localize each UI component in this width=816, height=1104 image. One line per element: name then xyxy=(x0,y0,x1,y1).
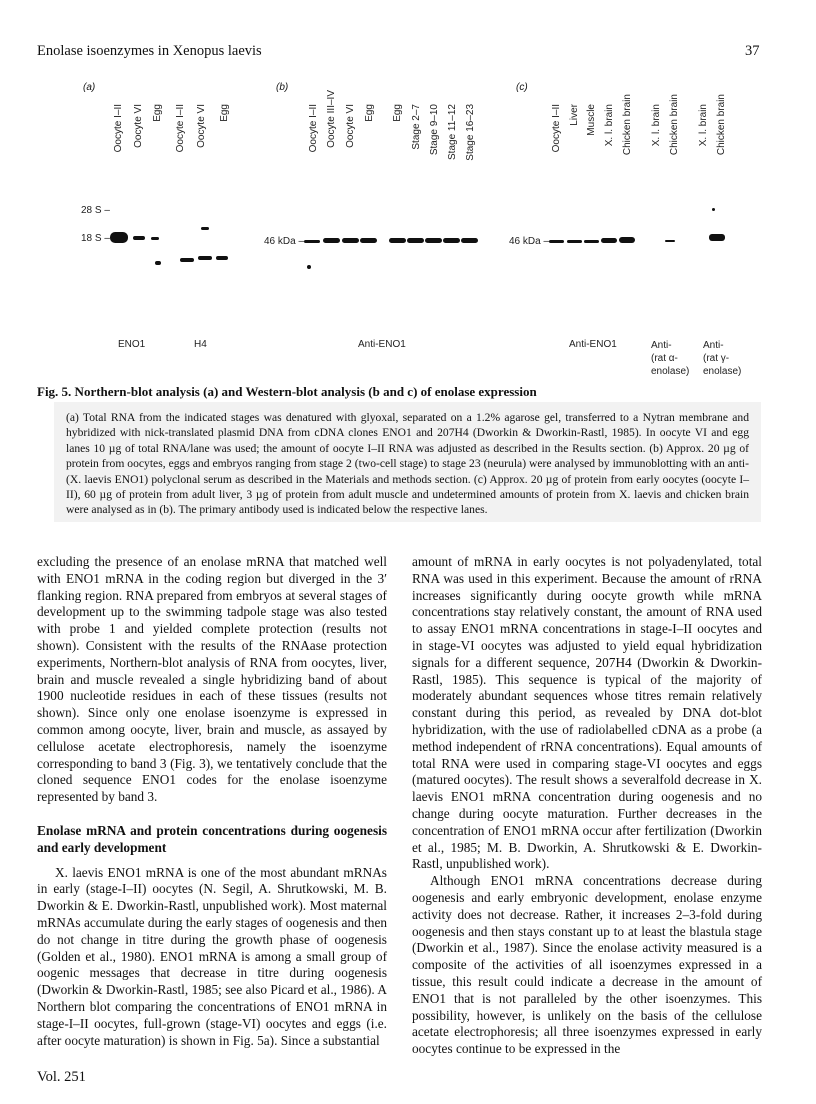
figure-caption-title: Fig. 5. Northern-blot analysis (a) and Western-blot analysis (b and c) of enolase expression xyxy=(37,384,537,399)
band xyxy=(601,238,617,243)
antibody-line: Anti- xyxy=(651,340,672,351)
lane-label: Chicken brain xyxy=(622,94,633,156)
antibody-line: enolase) xyxy=(703,366,742,377)
band xyxy=(304,240,320,243)
lane-label: X. l. brain xyxy=(698,104,709,147)
right-column xyxy=(412,554,762,1058)
band xyxy=(151,237,159,240)
paragraph: Although ENO1 mRNA concentrations decrease during oogenesis and early embryonic development, enolase enzyme activity does not decrease. Rather, it increases 2–3-fold during oogenesis and then stays constant up to at least the blastula stage (Dworkin et al., 1987). Since the enolase activity measured is a composite of the activities of all isoenzymes expressed in a tissue, this result could indicate a decrease in the amount of ENO1 that is not paralleled by the other isoenzymes. This possibility, however, is unlikely on the basis of the cellulose acetate electrophoresis; all three isoenzymes expressed in early oocytes continue to be expressed in the xyxy=(412,873,762,1057)
band xyxy=(665,240,675,242)
band xyxy=(323,238,340,243)
band xyxy=(307,265,311,269)
lane-label: Liver xyxy=(569,104,580,126)
lane-label: Oocyte III–IV xyxy=(326,90,337,148)
band xyxy=(198,256,212,260)
band xyxy=(443,238,460,243)
band xyxy=(342,238,359,243)
antibody-line: Anti- xyxy=(703,340,724,351)
lane-label: Stage 11–12 xyxy=(447,104,458,160)
antibody-line: (rat γ- xyxy=(703,353,730,364)
band xyxy=(425,238,442,243)
lane-label: Stage 9–10 xyxy=(429,104,440,156)
band xyxy=(216,256,228,260)
band xyxy=(389,238,406,243)
band xyxy=(461,238,478,243)
marker-46kda: 46 kDa – xyxy=(264,236,305,247)
running-header: Enolase isoenzymes in Xenopus laevis xyxy=(37,43,262,59)
lane-label: Oocyte VI xyxy=(345,104,356,148)
lane-label: Oocyte I–II xyxy=(175,104,186,153)
lane-label: Oocyte VI xyxy=(196,104,207,148)
antibody-label-c: Anti-ENO1 xyxy=(569,339,617,350)
band xyxy=(407,238,424,243)
band xyxy=(180,258,194,262)
band xyxy=(584,240,599,243)
band xyxy=(549,240,564,243)
band xyxy=(619,237,635,243)
antibody-line: (rat α- xyxy=(651,353,678,364)
figure-legend xyxy=(54,402,761,522)
antibody-label-rat-gamma xyxy=(703,339,741,378)
probe-label-h4: H4 xyxy=(194,339,207,350)
band xyxy=(709,234,725,241)
lane-label: Egg xyxy=(364,104,375,122)
lane-label: Oocyte I–II xyxy=(113,104,124,153)
marker-28s: 28 S – xyxy=(81,205,110,216)
left-column xyxy=(37,554,387,1049)
lane-label: Chicken brain xyxy=(669,94,680,156)
paragraph: excluding the presence of an enolase mRNA that matched well with ENO1 mRNA in the coding region but diverged in the 3′ flanking region. RNA prepared from embryos at several stages of development up to the swimming tadpole stage was also tested with probe 1 and yielded complete protection (results not shown). Consistent with the results of the RNAase protection experiments, Northern-blot analysis of RNA from oocytes, liver, brain and muscle revealed a single hybridizing band of about 1900 nucleotide residues in each of these tissues (results not shown). Since only one enolase isoenzyme is expressed in common among oocyte, liver, brain and muscle, as assayed by cellulose acetate electrophoresis, namely the isoenzyme corresponding to band 3 (Fig. 3), we tentatively conclude that the cloned sequence ENO1 codes for the enolase isoenzyme represented by band 3. xyxy=(37,554,387,805)
panel-a-label: (a) xyxy=(83,82,96,93)
antibody-line: enolase) xyxy=(651,366,690,377)
paragraph: X. laevis ENO1 mRNA is one of the most abundant mRNAs in early (stage-I–II) oocytes (N. Segil, A. Shrutkowski, M. B. Dworkin & E. Dworkin-Rastl, unpublished work). Most maternal mRNAs accumulate during the early stages of oogenesis and then do not change in titre during the growth phase of oogenesis (Golden et al., 1980). ENO1 mRNA is among a small group of oogenic messages that decrease in titre during oogenesis (Dworkin & Dworkin-Rastl, 1985; see also Picard et al., 1986). A Northern blot comparing the concentrations of ENO1 mRNA in stage-I–II oocytes, full-grown (stage-VI) oocytes and eggs (i.e. after oocyte maturation) is shown in Fig. 5a). Since a substantial xyxy=(37,864,387,1048)
band xyxy=(133,236,145,240)
panel-b-label: (b) xyxy=(276,82,289,93)
antibody-label-rat-alpha xyxy=(651,339,689,378)
marker-18s: 18 S – xyxy=(81,233,110,244)
band xyxy=(712,208,715,211)
band xyxy=(567,240,582,243)
marker-46kda: 46 kDa – xyxy=(509,236,550,247)
page-number: 37 xyxy=(745,43,760,59)
lane-label: Oocyte I–II xyxy=(551,104,562,153)
lane-label: Oocyte I–II xyxy=(308,104,319,153)
lane-label: Egg xyxy=(392,104,403,122)
lane-label: Stage 16–23 xyxy=(465,104,476,161)
lane-label: X. l. brain xyxy=(604,104,615,147)
lane-label: Chicken brain xyxy=(716,94,727,156)
band xyxy=(201,227,209,230)
lane-label: Oocyte VI xyxy=(133,104,144,148)
volume-footer: Vol. 251 xyxy=(37,1069,86,1085)
band xyxy=(155,261,161,265)
lane-label: X. l. brain xyxy=(651,104,662,147)
probe-label-eno1: ENO1 xyxy=(118,339,146,350)
lane-label: Muscle xyxy=(586,104,597,136)
lane-label: Stage 2–7 xyxy=(411,104,422,150)
band xyxy=(110,232,128,243)
band xyxy=(360,238,377,243)
section-heading: Enolase mRNA and protein concentrations during oogenesis and early development xyxy=(37,822,387,855)
antibody-label-b: Anti-ENO1 xyxy=(358,339,406,350)
panel-c-label: (c) xyxy=(516,82,528,93)
lane-label: Egg xyxy=(219,104,230,122)
figure-legend-text: (a) Total RNA from the indicated stages was denatured with glyoxal, separated on a 1.2% agarose gel, transferred to a Nytran membrane and hybridized with nick-translated plasmid DNA from cDNA clones ENO1 and 207H4 (Dworkin & Dworkin-Rastl, 1985). In oocyte VI and egg lanes 10 µg of total RNA/lane was used; the amount of oocyte I–II RNA was adjusted as described in the Results section. (b) Approx. 20 µg of protein from oocytes, eggs and embryos ranging from stage 2 (two-cell stage) to stage 23 (neurula) were analysed by immunoblotting with an anti-(X. laevis ENO1) polyclonal serum as described in the Materials and methods section. (c) Approx. 20 µg of protein from early oocytes (oocyte I–II), 60 µg of protein from adult liver, 3 µg of protein from adult muscle and undetermined amounts of protein from X. laevis and chicken brain were analysed as in (b). The primary antibody used is indicated below the respective lanes. xyxy=(66,411,749,517)
lane-label: Egg xyxy=(152,104,163,122)
paragraph: amount of mRNA in early oocytes is not polyadenylated, total RNA was used in this experiment. Because the amount of rRNA increases significantly during oocyte growth while mRNA concentrations stay relatively constant, the amount of RNA used to assay ENO1 mRNA concentrations in stage-I–II oocytes and in stage-VI oocytes was adjusted to yield equal hybridization signals for a different sequence, 207H4 (Dworkin & Dworkin-Rastl, 1985). This sequence is typical of the majority of moderately abundant sequences whose titres remain relatively constant during this period, as revealed by DNA dot-blot hybridization, with the use of radiolabelled cDNA as a probe (a method independent of rRNA concentrations). Equal amounts of total RNA were used in comparing stage-VI oocytes and eggs (matured oocytes). The result shows a severalfold decrease in X. laevis ENO1 mRNA concentration during oogenesis and no change during oocyte maturation. Further decreases in the concentration of ENO1 mRNA occur after fertilization (Dworkin et al., 1985; M. B. Dworkin, A. Shrutkowski & E. Dworkin-Rastl, unpublished work). xyxy=(412,554,762,872)
